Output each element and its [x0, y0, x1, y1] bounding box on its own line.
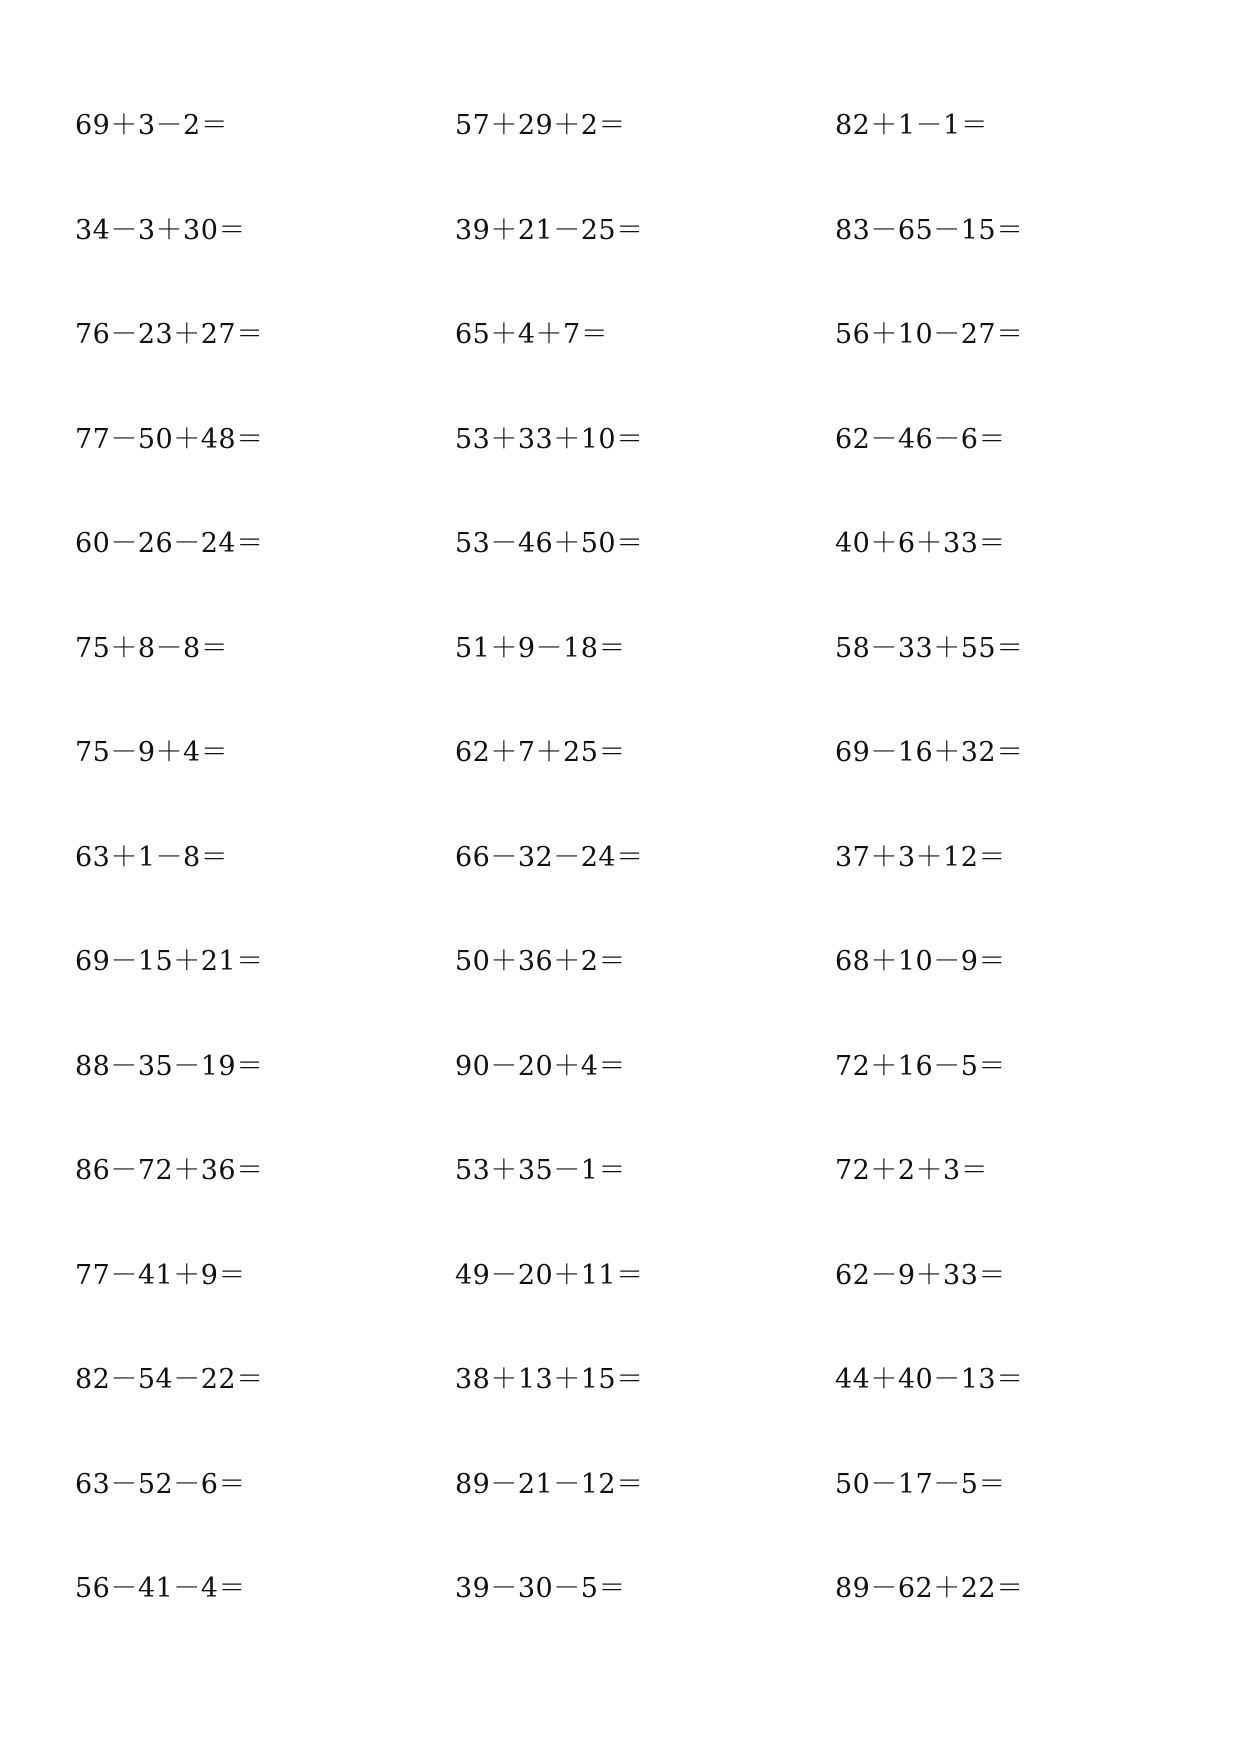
arithmetic-problem: 53＋35－1＝	[455, 1155, 626, 1186]
arithmetic-problem: 44＋40－13＝	[835, 1364, 1024, 1395]
arithmetic-problem: 57＋29＋2＝	[455, 110, 626, 141]
arithmetic-problem: 65＋4＋7＝	[455, 319, 609, 350]
arithmetic-problem: 68＋10－9＝	[835, 946, 1006, 977]
arithmetic-problem-grid	[75, 108, 1195, 1676]
arithmetic-problem: 89－62＋22＝	[835, 1573, 1024, 1604]
arithmetic-problem: 72＋2＋3＝	[835, 1155, 989, 1186]
arithmetic-problem: 39－30－5＝	[455, 1573, 626, 1604]
arithmetic-problem: 51＋9－18＝	[455, 632, 626, 664]
arithmetic-problem: 34－3＋30＝	[75, 214, 246, 246]
arithmetic-problem: 62＋7＋25＝	[455, 737, 626, 768]
arithmetic-problem: 39＋21－25＝	[455, 214, 644, 246]
arithmetic-problem: 37＋3＋12＝	[835, 841, 1006, 873]
arithmetic-problem: 50－17－5＝	[835, 1468, 1006, 1500]
arithmetic-problem: 53＋33＋10＝	[455, 423, 644, 455]
arithmetic-problem: 62－46－6＝	[835, 423, 1006, 455]
arithmetic-problem: 60－26－24＝	[75, 528, 264, 559]
arithmetic-problem: 69＋3－2＝	[75, 110, 229, 141]
arithmetic-problem: 90－20＋4＝	[455, 1050, 626, 1082]
arithmetic-problem: 75－9＋4＝	[75, 737, 229, 768]
arithmetic-problem: 82＋1－1＝	[835, 110, 989, 141]
arithmetic-problem: 86－72＋36＝	[75, 1155, 264, 1186]
arithmetic-problem: 83－65－15＝	[835, 214, 1024, 246]
arithmetic-problem: 77－50＋48＝	[75, 423, 264, 455]
arithmetic-problem: 69－16＋32＝	[835, 737, 1024, 768]
arithmetic-problem: 40＋6＋33＝	[835, 528, 1006, 559]
arithmetic-problem: 62－9＋33＝	[835, 1259, 1006, 1291]
arithmetic-problem: 50＋36＋2＝	[455, 946, 626, 977]
arithmetic-problem: 82－54－22＝	[75, 1364, 264, 1395]
arithmetic-problem: 69－15＋21＝	[75, 946, 264, 977]
arithmetic-problem: 49－20＋11＝	[455, 1259, 644, 1291]
arithmetic-problem: 63＋1－8＝	[75, 841, 229, 873]
arithmetic-problem: 56－41－4＝	[75, 1573, 246, 1604]
arithmetic-problem: 89－21－12＝	[455, 1468, 644, 1500]
arithmetic-problem: 58－33＋55＝	[835, 632, 1024, 664]
arithmetic-problem: 63－52－6＝	[75, 1468, 246, 1500]
arithmetic-problem: 88－35－19＝	[75, 1050, 264, 1082]
arithmetic-problem: 38＋13＋15＝	[455, 1364, 644, 1395]
arithmetic-problem: 75＋8－8＝	[75, 632, 229, 664]
arithmetic-problem: 72＋16－5＝	[835, 1050, 1006, 1082]
arithmetic-problem: 76－23＋27＝	[75, 319, 264, 350]
arithmetic-problem: 53－46＋50＝	[455, 528, 644, 559]
arithmetic-problem: 66－32－24＝	[455, 841, 644, 873]
arithmetic-problem: 56＋10－27＝	[835, 319, 1024, 350]
arithmetic-problem: 77－41＋9＝	[75, 1259, 246, 1291]
